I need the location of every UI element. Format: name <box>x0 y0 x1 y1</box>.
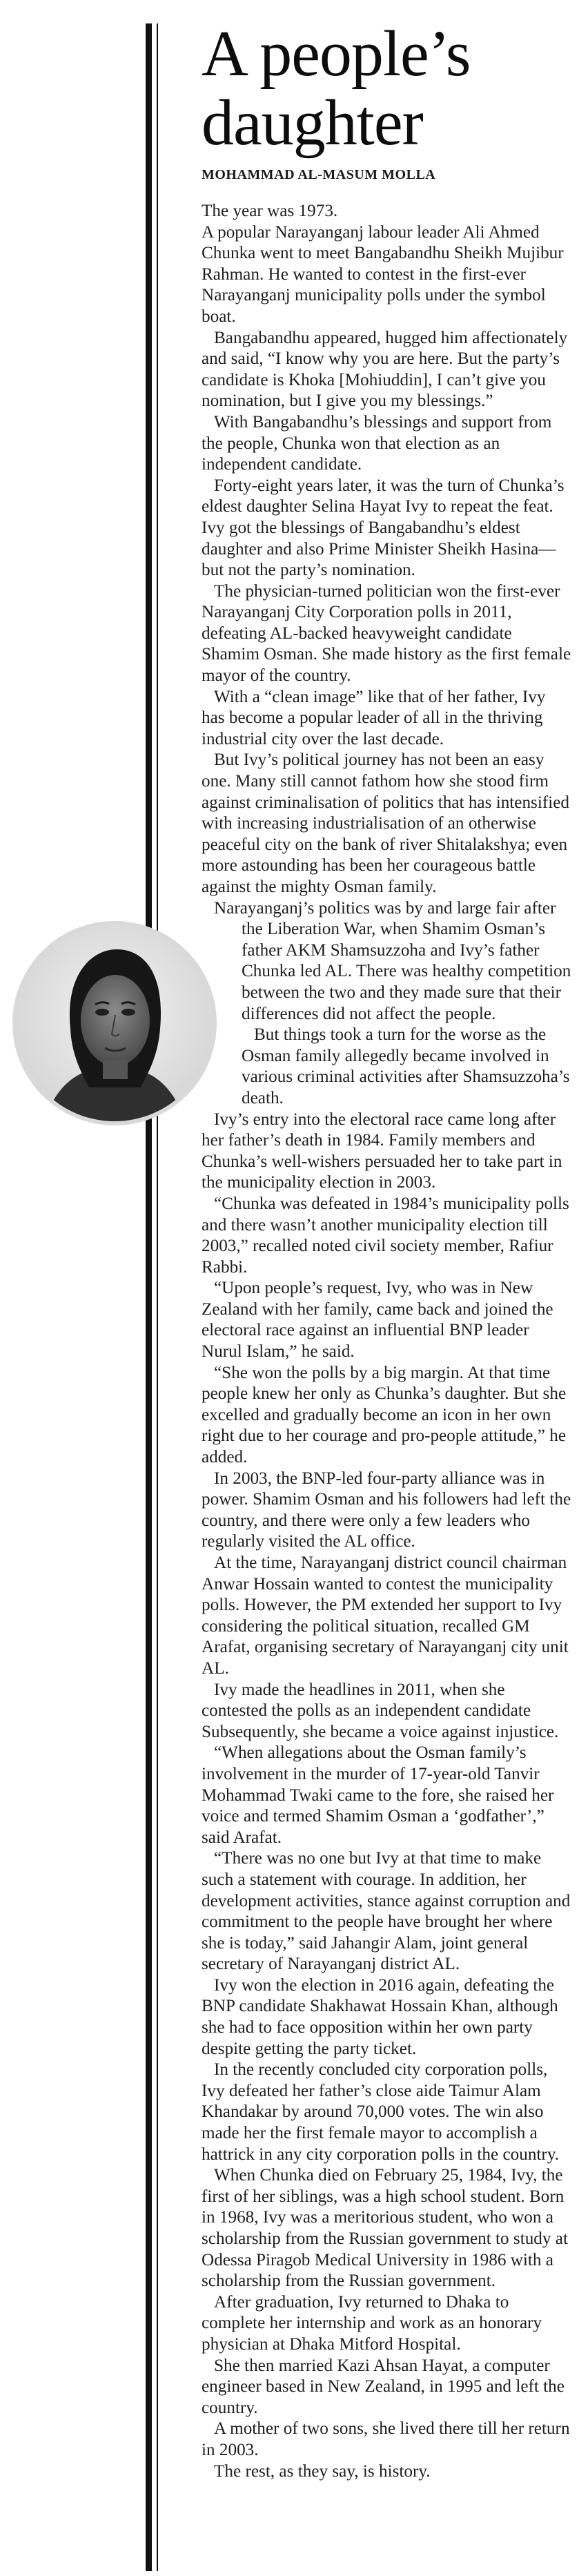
article <box>202 19 571 2482</box>
paragraph: After graduation, Ivy returned to Dhaka to complete her internship and work as an honorary physician at Dhaka Mitford Hospital. <box>202 2292 542 2354</box>
paragraph: The year was 1973. <box>202 202 338 220</box>
paragraph: In 2003, the BNP-led four-party alliance was in power. Shamim Osman and his followers had left the country, and there were only a few leaders who regularly visited the AL office. <box>202 1469 571 1551</box>
article-body <box>202 201 571 2482</box>
paragraph: Forty-eight years later, it was the turn of Chunka’s eldest daughter Selina Hayat Ivy to repeat the feat. Ivy got the blessings of Bangabandhu’s eldest daughter and also Prime Minister Sheikh Hasina—but not the party’s nomination. <box>202 476 565 580</box>
paragraph: “Upon people’s request, Ivy, who was in New Zealand with her family, came back and joined the electoral race against an influential BNP leader Nurul Islam,” he said. <box>202 1279 553 1362</box>
paragraph: At the time, Narayanganj district council chairman Anwar Hossain wanted to contest the municipality polls. However, the PM extended her support to Ivy considering the political situation, recalled GM Arafat, organising secretary of Narayanganj city unit AL. <box>202 1553 569 1678</box>
paragraph: “She won the polls by a big margin. At that time people knew her only as Chunka’s daughter. But she excelled and gradually become an icon in her own right due to her courage and pro-people attitude,” he added. <box>202 1363 567 1467</box>
paragraph: When Chunka died on February 25, 1984, Ivy, the first of her siblings, was a high school student. Born in 1968, Ivy was a meritorious student, who won a scholarship from the Russian government to study at Odessa Piragob Medical University in 1986 with a scholarship from the Russian government. <box>202 2166 568 2291</box>
paragraph: But Ivy’s political journey has not been an easy one. Many still cannot fathom how she stood firm against criminalisation of politics that has intensified with increasing industrialisation of an otherwise peaceful city on the bank of river Shitalakshya; even more astounding has been her courageous battle against the mighty Osman family. <box>202 750 570 896</box>
column-rule-thin <box>157 23 158 2571</box>
paragraph: Bangabandhu appeared, hugged him affectionately and said, “I know why you are here. But the party’s candidate is Khoka [Mohiuddin], I can’t give you nomination, but I give you my blessings.” <box>202 328 568 411</box>
paragraph: Ivy won the election in 2016 again, defeating the BNP candidate Shakhawat Hossain Khan, although she had to face opposition within her own party despite getting the party ticket. <box>202 1975 558 2058</box>
paragraph: Ivy’s entry into the electoral race came long after her father’s death in 1984. Family members and Chunka’s well-wishers persuaded her to take part in the municipality election in 2003. <box>202 1110 562 1192</box>
paragraph: Narayanganj’s politics was by and large fair after the Liberation War, when Shamim Osman’s father AKM Shamsuzzoha and Ivy’s father Chunka led AL. There was healthy competition between the two and they made sure that their differences did not affect the people. <box>214 898 571 1023</box>
paragraph: “There was no one but Ivy at that time to make such a statement with courage. In addition, her development activities, stance against corruption and commitment to the people have brought her where she is today,” said Jahangir Alam, joint general secretary of Narayanganj district AL. <box>202 1849 571 1974</box>
paragraph: The rest, as they say, is history. <box>214 2461 431 2481</box>
column-rule-thick <box>146 23 152 2571</box>
photo-wrap-space <box>1 901 242 1123</box>
paragraph: But things took a turn for the worse as the Osman family allegedly became involved in various criminal activities after Shamsuzzoha’s death. <box>242 1025 570 1107</box>
paragraph: “When allegations about the Osman family’s involvement in the murder of 17-year-old Tanvir Mohammad Twaki came to the fore, she raised her voice and termed Shamim Osman a ‘godfather’,” said Arafat. <box>202 1743 554 1847</box>
article-title: A people’s daughter <box>202 18 471 159</box>
paragraph: With Bangabandhu’s blessings and support from the people, Chunka won that election as an independent candidate. <box>202 412 552 474</box>
paragraph: She then married Kazi Ahsan Hayat, a computer engineer based in New Zealand, in 1995 and left the country. <box>202 2356 565 2417</box>
paragraph: The physician-turned politician won the first-ever Narayanganj City Corporation polls in 2011, defeating AL-backed heavyweight candidate Shamim Osman. She made history as the first female mayor of the country. <box>202 581 571 686</box>
paragraph: A mother of two sons, she lived there till her return in 2003. <box>202 2419 570 2459</box>
paragraph: “Chunka was defeated in 1984’s municipality polls and there wasn’t another municipality election till 2003,” recalled noted civil society member, Rafiur Rabbi. <box>202 1194 569 1277</box>
paragraph: Ivy made the headlines in 2011, when she contested the polls as an independent candidate Subsequently, she became a voice against injustice. <box>202 1680 559 1741</box>
article-byline: MOHAMMAD AL-MASUM MOLLA <box>202 167 436 182</box>
paragraph: A popular Narayanganj labour leader Ali Ahmed Chunka went to meet Bangabandhu Sheikh Mujibur Rahman. He wanted to contest in the first-ever Narayanganj municipality polls under the symbol boat. <box>202 222 564 326</box>
paragraph: In the recently concluded city corporation polls, Ivy defeated her father’s close aide Taimur Alam Khandakar by around 70,000 votes. The win also made her the first female mayor to accomplish a hattrick in any city corporation polls in the country. <box>202 2060 560 2164</box>
paragraph: With a “clean image” like that of her father, Ivy has become a popular leader of all in the thriving industrial city over the last decade. <box>202 687 546 748</box>
